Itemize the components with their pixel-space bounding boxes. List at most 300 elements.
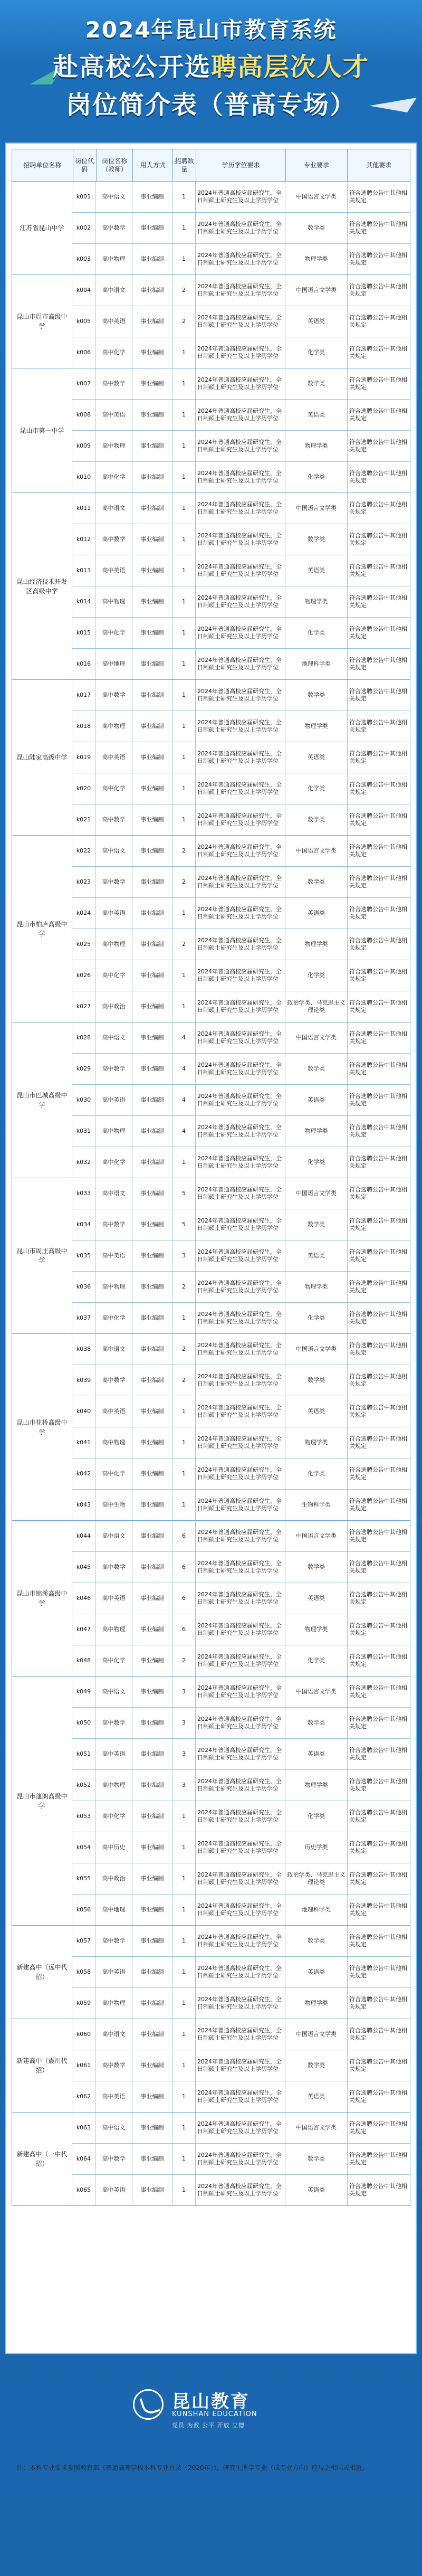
logo-chinese-name: 昆山教育 (172, 2391, 250, 2412)
cell-other: 符合选聘公告中其他相关规定 (349, 408, 407, 422)
header-unit: 招聘单位名称 (12, 149, 73, 181)
table-row (72, 2113, 410, 2143)
cell-other: 符合选聘公告中其他相关规定 (349, 1996, 407, 2010)
cell-major: 中国语言文学类 (285, 2019, 348, 2050)
cell-post: 高中数学 (95, 1054, 132, 1084)
cell-post: 高中数学 (95, 1708, 132, 1738)
cell-code: k023 (72, 867, 95, 897)
cell-code: k010 (72, 462, 95, 493)
cell-code: k018 (72, 711, 95, 742)
cell-mode: 事业编制 (132, 524, 172, 555)
table-row (72, 2019, 410, 2050)
cell-major: 政治学类、马克思主义理论类 (285, 1863, 348, 1894)
cell-education: 2024年普通高校应届研究生，全日制硕士研究生及以上学历学位 (196, 991, 285, 1022)
school-group (12, 1677, 410, 1926)
title-line-3: 岗位简介表（普高专场） (65, 90, 356, 120)
cell-post: 高中语文 (95, 493, 132, 524)
cell-post: 高中语文 (95, 2019, 132, 2050)
cell-code: k001 (72, 182, 95, 212)
table-row (72, 182, 410, 212)
table-row (72, 1458, 410, 1489)
cell-mode: 事业编制 (132, 1583, 172, 1614)
cell-education: 2024年普通高校应届研究生，全日制硕士研究生及以上学历学位 (196, 1521, 285, 1551)
cell-number: 1 (172, 400, 196, 430)
cell-code: k061 (72, 2050, 95, 2081)
cell-post: 高中数学 (95, 213, 132, 243)
cell-mode: 事业编制 (132, 1521, 172, 1551)
cell-major: 物理学类 (285, 431, 348, 461)
cell-code: k054 (72, 1832, 95, 1863)
cell-post: 高中语文 (95, 836, 132, 866)
cell-education: 2024年普通高校应届研究生，全日制硕士研究生及以上学历学位 (196, 2113, 285, 2143)
cell-mode: 事业编制 (132, 244, 172, 274)
cell-education: 2024年普通高校应届研究生，全日制硕士研究生及以上学历学位 (196, 2144, 285, 2174)
cell-mode: 事业编制 (132, 929, 172, 960)
cell-mode: 事业编制 (132, 1677, 172, 1707)
school-name: 昆山市第一中学 (12, 368, 72, 493)
cell-education: 2024年普通高校应届研究生，全日制硕士研究生及以上学历学位 (196, 1022, 285, 1053)
cell-post: 高中地理 (95, 649, 132, 679)
cell-other: 符合选聘公告中其他相关规定 (349, 1248, 407, 1263)
title-line-2 (0, 46, 422, 83)
cell-education: 2024年普通高校应届研究生，全日制硕士研究生及以上学历学位 (196, 929, 285, 960)
cell-mode: 事业编制 (132, 1863, 172, 1894)
cell-other: 符合选聘公告中其他相关规定 (349, 999, 407, 1014)
cell-post: 高中物理 (95, 711, 132, 742)
cell-code: k049 (72, 1677, 95, 1707)
cell-number: 2 (172, 1334, 196, 1365)
cell-major: 化学类 (285, 462, 348, 493)
cell-mode: 事业编制 (132, 555, 172, 586)
cell-education: 2024年普通高校应届研究生，全日制硕士研究生及以上学历学位 (196, 1863, 285, 1894)
cell-mode: 事业编制 (132, 431, 172, 461)
cell-code: k037 (72, 1303, 95, 1333)
cell-number: 1 (172, 2050, 196, 2081)
cell-number: 1 (172, 1427, 196, 1458)
header-mode: 用人方式 (133, 149, 173, 181)
cell-number: 4 (172, 1085, 196, 1115)
cell-mode: 事业编制 (132, 1085, 172, 1115)
table-row (72, 804, 410, 835)
cell-other: 符合选聘公告中其他相关规定 (349, 1217, 407, 1232)
table-row (72, 1707, 410, 1738)
table-row (72, 1832, 410, 1863)
cell-other: 符合选聘公告中其他相关规定 (349, 1840, 407, 1854)
cell-code: k060 (72, 2019, 95, 2050)
cell-number: 2 (172, 1365, 196, 1396)
cell-education: 2024年普通高校应届研究生，全日制硕士研究生及以上学历学位 (196, 1770, 285, 1801)
cell-major: 英语类 (285, 1085, 348, 1115)
cell-major: 物理学类 (285, 1116, 348, 1147)
cell-other: 符合选聘公告中其他相关规定 (349, 1093, 407, 1107)
cell-number: 6 (172, 1521, 196, 1551)
cell-number: 1 (172, 711, 196, 742)
table-row (72, 243, 410, 274)
cell-mode: 事业编制 (132, 337, 172, 368)
table-row (72, 836, 410, 866)
cell-education: 2024年普通高校应届研究生，全日制硕士研究生及以上学历学位 (196, 1303, 285, 1333)
cell-major: 化学类 (285, 618, 348, 648)
cell-major: 物理学类 (285, 929, 348, 960)
cell-education: 2024年普通高校应届研究生，全日制硕士研究生及以上学历学位 (196, 1801, 285, 1832)
cell-post: 高中物理 (95, 1272, 132, 1302)
cell-code: k027 (72, 991, 95, 1022)
cell-major: 化学类 (285, 337, 348, 368)
cell-major: 物理学类 (285, 244, 348, 274)
cell-post: 高中政治 (95, 1863, 132, 1894)
cell-number: 1 (172, 462, 196, 493)
cell-mode: 事业编制 (132, 680, 172, 711)
cell-post: 高中英语 (95, 1085, 132, 1115)
cell-major: 数学类 (285, 2050, 348, 2081)
table-row (72, 648, 410, 679)
school-group (12, 1022, 410, 1178)
cell-other: 符合选聘公告中其他相关规定 (349, 376, 407, 391)
table-row (72, 897, 410, 929)
header-major: 专业要求 (286, 149, 348, 181)
cell-other: 符合选聘公告中其他相关规定 (349, 1311, 407, 1325)
cell-major: 中国语言文学类 (285, 2113, 348, 2143)
cell-major: 物理学类 (285, 1770, 348, 1801)
cell-code: k012 (72, 524, 95, 555)
cell-code: k035 (72, 1240, 95, 1271)
table-row (72, 1987, 410, 2019)
cell-other: 符合选聘公告中其他相关规定 (349, 594, 407, 609)
cell-code: k029 (72, 1054, 95, 1084)
cell-number: 6 (172, 1583, 196, 1614)
cell-education: 2024年普通高校应届研究生，全日制硕士研究生及以上学历学位 (196, 1614, 285, 1645)
cell-number: 2 (172, 1272, 196, 1302)
table-row (72, 2050, 410, 2081)
table-row (72, 586, 410, 617)
cell-major: 生物科学类 (285, 1490, 348, 1520)
cell-number: 1 (172, 898, 196, 929)
cell-other: 符合选聘公告中其他相关规定 (349, 781, 407, 795)
cell-other: 符合选聘公告中其他相关规定 (349, 283, 407, 297)
cell-post: 高中数学 (95, 2144, 132, 2174)
cell-number: 1 (172, 244, 196, 274)
cell-major: 英语类 (285, 742, 348, 773)
cell-post: 高中物理 (95, 1770, 132, 1801)
cell-code: k026 (72, 960, 95, 991)
cell-mode: 事业编制 (132, 2019, 172, 2050)
cell-code: k003 (72, 244, 95, 274)
cell-other: 符合选聘公告中其他相关规定 (349, 2058, 407, 2072)
cell-post: 高中语文 (95, 1521, 132, 1551)
cell-other: 符合选聘公告中其他相关规定 (349, 1435, 407, 1450)
cell-education: 2024年普通高校应届研究生，全日制硕士研究生及以上学历学位 (196, 1895, 285, 1925)
cell-number: 6 (172, 1614, 196, 1645)
cell-post: 高中数学 (95, 1926, 132, 1956)
table-row (72, 1738, 410, 1769)
logo-english-name: KUNSHAN EDUCATION (172, 2410, 257, 2418)
cell-other: 符合选聘公告中其他相关规定 (349, 439, 407, 453)
table-row (72, 1521, 410, 1551)
school-name: 昆山市柏庐高级中学 (12, 836, 72, 1022)
table-row (72, 1365, 410, 1396)
cell-major: 数学类 (285, 1708, 348, 1738)
cell-major: 英语类 (285, 555, 348, 586)
cell-mode: 事业编制 (132, 1272, 172, 1302)
cell-major: 数学类 (285, 2144, 348, 2174)
cell-other: 符合选聘公告中其他相关规定 (349, 2027, 407, 2041)
cell-education: 2024年普通高校应届研究生，全日制硕士研究生及以上学历学位 (196, 493, 285, 524)
cell-mode: 事业编制 (132, 1240, 172, 1271)
cell-code: k022 (72, 836, 95, 866)
cell-other: 符合选聘公告中其他相关规定 (349, 1747, 407, 1761)
cell-mode: 事业编制 (132, 1178, 172, 1209)
cell-post: 高中物理 (95, 586, 132, 617)
cell-mode: 事业编制 (132, 1022, 172, 1053)
cell-major: 数学类 (285, 1365, 348, 1396)
school-name: 江苏省昆山中学 (12, 182, 72, 274)
cell-number: 1 (172, 2113, 196, 2143)
cell-post: 高中数学 (95, 524, 132, 555)
cell-major: 物理学类 (285, 1427, 348, 1458)
cell-mode: 事业编制 (132, 1645, 172, 1676)
cell-major: 数学类 (285, 867, 348, 897)
cell-post: 高中历史 (95, 1832, 132, 1863)
cell-code: k051 (72, 1739, 95, 1769)
table-row (72, 1178, 410, 1209)
table-row (72, 991, 410, 1022)
table-row (72, 2081, 410, 2112)
cell-post: 高中英语 (95, 2081, 132, 2112)
cell-post: 高中语文 (95, 2113, 132, 2143)
table-row (72, 1551, 410, 1583)
cell-other: 符合选聘公告中其他相关规定 (349, 2183, 407, 2197)
cell-major: 化学类 (285, 1801, 348, 1832)
cell-education: 2024年普通高校应届研究生，全日制硕士研究生及以上学历学位 (196, 368, 285, 399)
cell-code: k031 (72, 1116, 95, 1147)
cell-code: k065 (72, 2175, 95, 2205)
cell-code: k045 (72, 1552, 95, 1583)
cell-major: 化学类 (285, 1303, 348, 1333)
cell-number: 4 (172, 1022, 196, 1053)
cell-major: 化学类 (285, 1147, 348, 1178)
cell-mode: 事业编制 (132, 2144, 172, 2174)
cell-mode: 事业编制 (132, 1708, 172, 1738)
cell-education: 2024年普通高校应届研究生，全日制硕士研究生及以上学历学位 (196, 1427, 285, 1458)
table-row (72, 1614, 410, 1645)
cell-other: 符合选聘公告中其他相关规定 (349, 1871, 407, 1886)
cell-code: k030 (72, 1085, 95, 1115)
cell-other: 符合选聘公告中其他相关规定 (349, 1529, 407, 1543)
cell-code: k005 (72, 306, 95, 337)
cell-code: k040 (72, 1396, 95, 1427)
cell-education: 2024年普通高校应届研究生，全日制硕士研究生及以上学历学位 (196, 711, 285, 742)
cell-major: 英语类 (285, 1739, 348, 1769)
cell-number: 1 (172, 2175, 196, 2205)
header-education: 学历学位要求 (196, 149, 286, 181)
cell-code: k008 (72, 400, 95, 430)
cell-major: 中国语言文学类 (285, 182, 348, 212)
cell-major: 历史学类 (285, 1832, 348, 1863)
cell-education: 2024年普通高校应届研究生，全日制硕士研究生及以上学历学位 (196, 1708, 285, 1738)
cell-major: 物理学类 (285, 1272, 348, 1302)
cell-post: 高中化学 (95, 462, 132, 493)
cell-code: k064 (72, 2144, 95, 2174)
table-row (72, 461, 410, 493)
table-body (12, 182, 410, 2206)
cell-mode: 事业编制 (132, 2050, 172, 2081)
cell-education: 2024年普通高校应届研究生，全日制硕士研究生及以上学历学位 (196, 2175, 285, 2205)
cell-major: 数学类 (285, 524, 348, 555)
cell-education: 2024年普通高校应届研究生，全日制硕士研究生及以上学历学位 (196, 2050, 285, 2081)
cell-code: k025 (72, 929, 95, 960)
table-row (72, 524, 410, 555)
school-name: 新建高中（一中代招） (12, 2113, 72, 2205)
cell-number: 1 (172, 1459, 196, 1489)
table-row (72, 1147, 410, 1178)
cell-other: 符合选聘公告中其他相关规定 (349, 1965, 407, 1979)
cell-mode: 事业编制 (132, 1303, 172, 1333)
cell-number: 1 (172, 2019, 196, 2050)
cell-code: k024 (72, 898, 95, 929)
cell-number: 3 (172, 1739, 196, 1769)
cell-post: 高中英语 (95, 898, 132, 929)
cell-code: k004 (72, 275, 95, 306)
cell-other: 符合选聘公告中其他相关规定 (349, 1934, 407, 1948)
cell-number: 3 (172, 1240, 196, 1271)
table-row (72, 1271, 410, 1302)
cell-code: k039 (72, 1365, 95, 1396)
cell-post: 高中数学 (95, 1365, 132, 1396)
cell-other: 符合选聘公告中其他相关规定 (349, 2089, 407, 2104)
table-row (72, 773, 410, 804)
cell-code: k050 (72, 1708, 95, 1738)
header-post: 岗位名称（教师） (97, 149, 133, 181)
cell-major: 英语类 (285, 1957, 348, 1987)
cell-post: 高中物理 (95, 1427, 132, 1458)
cell-mode: 事业编制 (132, 1396, 172, 1427)
cell-mode: 事业编制 (132, 1116, 172, 1147)
cell-post: 高中化学 (95, 1645, 132, 1676)
cell-mode: 事业编制 (132, 368, 172, 399)
cell-education: 2024年普通高校应届研究生，全日制硕士研究生及以上学历学位 (196, 1739, 285, 1769)
cell-education: 2024年普通高校应届研究生，全日制硕士研究生及以上学历学位 (196, 1832, 285, 1863)
cell-other: 符合选聘公告中其他相关规定 (349, 812, 407, 827)
cell-other: 符合选聘公告中其他相关规定 (349, 501, 407, 515)
cell-post: 高中数学 (95, 2050, 132, 2081)
cell-other: 符合选聘公告中其他相关规定 (349, 1560, 407, 1574)
cell-number: 1 (172, 493, 196, 524)
cell-code: k014 (72, 586, 95, 617)
cell-number: 3 (172, 1708, 196, 1738)
table-row (72, 212, 410, 243)
cell-major: 数学类 (285, 680, 348, 711)
school-name: 昆山市蓬朗高级中学 (12, 1677, 72, 1925)
cell-code: k032 (72, 1147, 95, 1178)
cell-other: 符合选聘公告中其他相关规定 (349, 844, 407, 858)
cell-education: 2024年普通高校应届研究生，全日制硕士研究生及以上学历学位 (196, 275, 285, 306)
cell-number: 1 (172, 586, 196, 617)
cell-post: 高中数学 (95, 804, 132, 835)
cell-mode: 事业编制 (132, 1054, 172, 1084)
cell-other: 符合选聘公告中其他相关规定 (349, 470, 407, 484)
table-row (72, 1926, 410, 1956)
cell-other: 符合选聘公告中其他相关规定 (349, 563, 407, 577)
cell-post: 高中英语 (95, 400, 132, 430)
school-name: 昆山陆家高级中学 (12, 680, 72, 835)
cell-code: k007 (72, 368, 95, 399)
table-row (72, 275, 410, 306)
table-row (72, 1801, 410, 1832)
cell-post: 高中英语 (95, 1739, 132, 1769)
cell-number: 1 (172, 742, 196, 773)
cell-number: 1 (172, 524, 196, 555)
cell-mode: 事业编制 (132, 711, 172, 742)
cell-major: 化学类 (285, 960, 348, 991)
school-name: 昆山市巴城高级中学 (12, 1022, 72, 1178)
cell-number: 1 (172, 1303, 196, 1333)
table-row (72, 368, 410, 399)
cell-education: 2024年普通高校应届研究生，全日制硕士研究生及以上学历学位 (196, 1240, 285, 1271)
cell-code: k036 (72, 1272, 95, 1302)
cell-post: 高中英语 (95, 742, 132, 773)
cell-major: 英语类 (285, 400, 348, 430)
cell-education: 2024年普通高校应届研究生，全日制硕士研究生及以上学历学位 (196, 960, 285, 991)
cell-post: 高中化学 (95, 773, 132, 804)
table-header (12, 149, 410, 182)
cell-code: k057 (72, 1926, 95, 1956)
cell-number: 1 (172, 618, 196, 648)
cell-mode: 事业编制 (132, 836, 172, 866)
cell-mode: 事业编制 (132, 1365, 172, 1396)
table-row (72, 1022, 410, 1053)
cell-number: 1 (172, 649, 196, 679)
cell-post: 高中数学 (95, 867, 132, 897)
school-group (12, 680, 410, 836)
school-group (12, 275, 410, 368)
cell-education: 2024年普通高校应届研究生，全日制硕士研究生及以上学历学位 (196, 618, 285, 648)
cell-education: 2024年普通高校应届研究生，全日制硕士研究生及以上学历学位 (196, 1178, 285, 1209)
cell-code: k020 (72, 773, 95, 804)
cell-education: 2024年普通高校应届研究生，全日制硕士研究生及以上学历学位 (196, 1926, 285, 1956)
cell-number: 1 (172, 1490, 196, 1520)
cell-post: 高中化学 (95, 1801, 132, 1832)
cell-education: 2024年普通高校应届研究生，全日制硕士研究生及以上学历学位 (196, 742, 285, 773)
cell-post: 高中英语 (95, 306, 132, 337)
cell-other: 符合选聘公告中其他相关规定 (349, 626, 407, 640)
cell-major: 物理学类 (285, 1614, 348, 1645)
table-row (72, 555, 410, 586)
cell-number: 1 (172, 773, 196, 804)
cell-major: 物理学类 (285, 1988, 348, 2019)
cell-education: 2024年普通高校应届研究生，全日制硕士研究生及以上学历学位 (196, 1116, 285, 1147)
cell-education: 2024年普通高校应届研究生，全日制硕士研究生及以上学历学位 (196, 462, 285, 493)
title-line-2a: 赴高校公开选 (52, 52, 211, 82)
cell-education: 2024年普通高校应届研究生，全日制硕士研究生及以上学历学位 (196, 244, 285, 274)
positions-table (12, 149, 410, 2206)
cell-education: 2024年普通高校应届研究生，全日制硕士研究生及以上学历学位 (196, 431, 285, 461)
table-footnote: 注：本科专业要求参照教育部《普通高等学校本科专业目录（2020年）》，研究生所学专业（或专业方向）应与之相同或相近。 (17, 2464, 369, 2471)
cell-education: 2024年普通高校应届研究生，全日制硕士研究生及以上学历学位 (196, 1396, 285, 1427)
cell-post: 高中物理 (95, 929, 132, 960)
cell-major: 地理科学类 (285, 1895, 348, 1925)
cell-number: 4 (172, 1116, 196, 1147)
cell-major: 中国语言文学类 (285, 275, 348, 306)
cell-major: 化学类 (285, 1459, 348, 1489)
cell-number: 3 (172, 1677, 196, 1707)
cell-mode: 事业编制 (132, 1739, 172, 1769)
header-code: 岗位代码 (73, 149, 97, 181)
cell-other: 符合选聘公告中其他相关规定 (349, 1684, 407, 1699)
cell-mode: 事业编制 (132, 867, 172, 897)
table-row (72, 1677, 410, 1707)
cell-other: 符合选聘公告中其他相关规定 (349, 719, 407, 733)
table-row (72, 1396, 410, 1427)
